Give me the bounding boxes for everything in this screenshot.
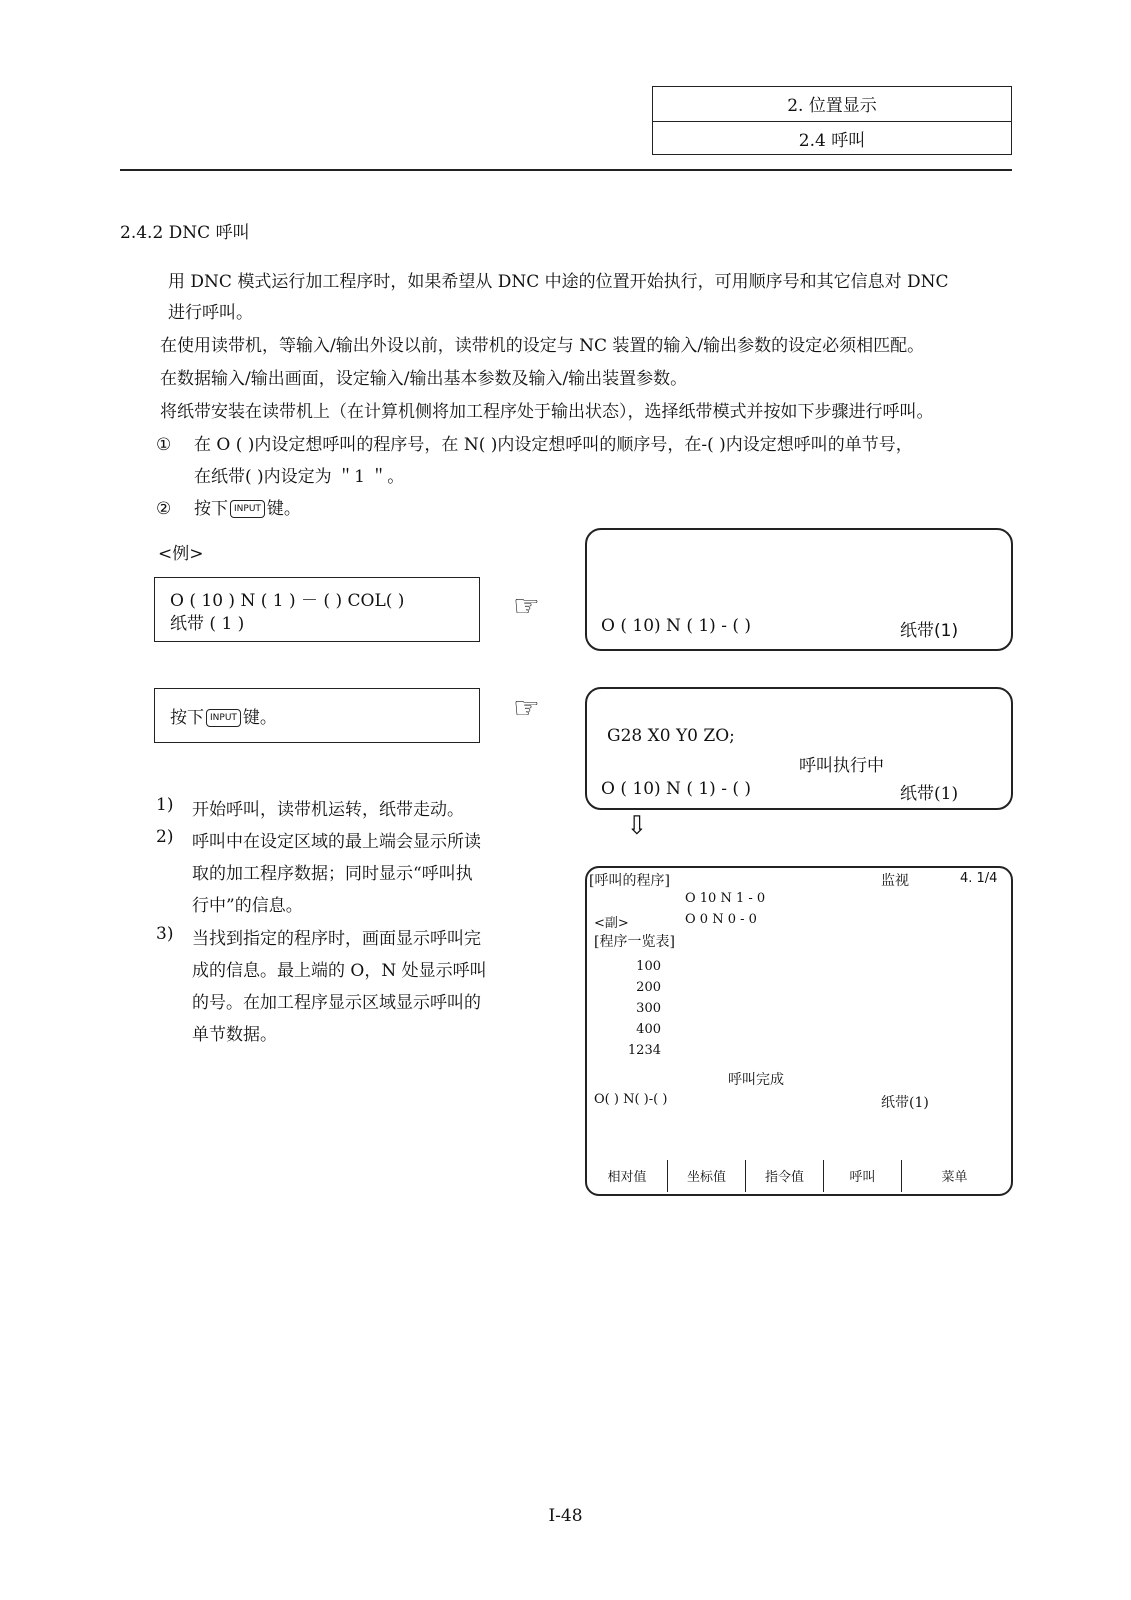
page-number: I-48: [548, 1506, 583, 1526]
list-item: 100: [636, 959, 661, 974]
screen-3-main-program: O 10 N 1 - 0: [685, 891, 766, 906]
press-key-box: [154, 688, 480, 743]
header-box: [652, 86, 1012, 155]
note-line: 成的信息。最上端的 O，N 处显示呼叫: [192, 961, 487, 981]
press-key-post: 键。: [242, 708, 277, 728]
screen-3-title: [呼叫的程序]: [589, 873, 670, 889]
example-input-box: [154, 577, 480, 642]
screen-2-gcode: G28 X0 Y0 ZO;: [607, 726, 735, 746]
program-list: [625, 956, 661, 1061]
screen-3-bottom-left: O( ) N( )-( ): [594, 1092, 668, 1107]
paragraph-2: 在使用读带机，等输入/输出外设以前，读带机的设定与 NC 装置的输入/输出参数的设定必须相匹配。: [160, 336, 925, 356]
step-2: [156, 494, 301, 519]
paragraph-3: 在数据输入/输出画面，设定输入/输出基本参数及输入/输出装置参数。: [160, 369, 688, 389]
note-line: 取的加工程序数据；同时显示“呼叫执: [192, 864, 473, 884]
step-1-text: 在 O ( )内设定想呼叫的程序号，在 N( )内设定想呼叫的顺序号，在-( )内设定想呼叫的单节号，: [194, 435, 913, 455]
section-heading: 2.4.2 DNC 呼叫: [120, 223, 250, 243]
screen-3-status: 呼叫完成: [728, 1072, 784, 1088]
softkey-call[interactable]: 呼叫: [849, 1169, 876, 1185]
note-line: 行中”的信息。: [192, 896, 303, 916]
step-2-marker: ②: [156, 499, 172, 519]
down-arrow-icon: ⇩: [626, 811, 648, 841]
example-input-line-2: 纸带 ( 1 ): [170, 614, 245, 634]
step-2-pre: 按下: [194, 499, 228, 519]
note-line: 单节数据。: [192, 1025, 277, 1045]
screen-3-list-title: [程序一览表]: [594, 934, 675, 950]
paragraph-1-line-1: 用 DNC 模式运行加工程序时，如果希望从 DNC 中途的位置开始执行，可用顺序号和其它信息对 DNC: [168, 272, 949, 292]
paragraph-1-line-2: 进行呼叫。: [168, 303, 253, 323]
header-rule: [120, 169, 1012, 171]
screen-1: [585, 528, 1013, 651]
screen-2: [585, 687, 1013, 810]
list-item: 300: [636, 1001, 661, 1016]
note-number: 3): [156, 924, 174, 944]
softkey-menu[interactable]: 菜单: [941, 1169, 968, 1185]
notes-list: [156, 795, 526, 1052]
screen-3-sub-program: O 0 N 0 - 0: [685, 912, 757, 927]
list-item: 1234: [627, 1043, 661, 1058]
section-title: 2.4 呼叫: [653, 121, 1011, 156]
screen-1-left: O ( 10) N ( 1) - ( ): [601, 616, 752, 636]
pointing-hand-icon: ☞: [513, 691, 540, 726]
softkey-relative[interactable]: 相对值: [607, 1169, 647, 1185]
press-key-text: [170, 703, 277, 728]
example-label: <例>: [158, 544, 204, 564]
press-key-pre: 按下: [170, 708, 204, 728]
step-1-marker: ①: [156, 435, 172, 455]
screen-3-bottom-right: 纸带(1): [881, 1095, 929, 1111]
softkey-bar: [587, 1160, 1011, 1194]
softkey-coordinate[interactable]: 坐标值: [686, 1169, 726, 1185]
example-input-line-1: O ( 10 ) N ( 1 ) － ( ) COL( ): [170, 591, 405, 611]
input-key-icon: INPUT: [230, 500, 265, 518]
pointing-hand-icon: ☞: [513, 589, 540, 624]
list-item: [156, 924, 526, 1052]
step-2-post: 键。: [266, 499, 301, 519]
paragraph-4: 将纸带安装在读带机上（在计算机侧将加工程序处于输出状态），选择纸带模式并按如下步骤进行呼叫。: [160, 402, 934, 422]
step-1: [156, 430, 913, 455]
chapter-title: 2. 位置显示: [787, 96, 877, 117]
input-key-icon: INPUT: [206, 709, 241, 727]
list-item: 400: [636, 1022, 661, 1037]
note-line: 当找到指定的程序时，画面显示呼叫完: [192, 929, 481, 949]
note-line: 开始呼叫，读带机运转，纸带走动。: [192, 800, 464, 820]
softkey-command[interactable]: 指令值: [764, 1169, 804, 1185]
screen-2-left: O ( 10) N ( 1) - ( ): [601, 779, 752, 799]
screen-3-mode: 监视: [881, 873, 909, 889]
list-item: [156, 795, 526, 827]
screen-3: [585, 866, 1013, 1196]
screen-1-right: 纸带(1): [900, 621, 959, 641]
note-line: 的号。在加工程序显示区域显示呼叫的: [192, 993, 481, 1013]
note-number: 1): [156, 795, 174, 815]
step-1-line-2: 在纸带( )内设定为 ＂1 ＂。: [194, 467, 405, 487]
list-item: 200: [636, 980, 661, 995]
screen-2-status: 呼叫执行中: [799, 756, 884, 776]
screen-2-right: 纸带(1): [900, 784, 959, 804]
note-number: 2): [156, 827, 174, 847]
list-item: [156, 827, 526, 924]
screen-3-page: 4. 1/4: [960, 871, 998, 886]
note-line: 呼叫中在设定区域的最上端会显示所读: [192, 832, 481, 852]
screen-3-sub-label: <副>: [594, 916, 629, 931]
